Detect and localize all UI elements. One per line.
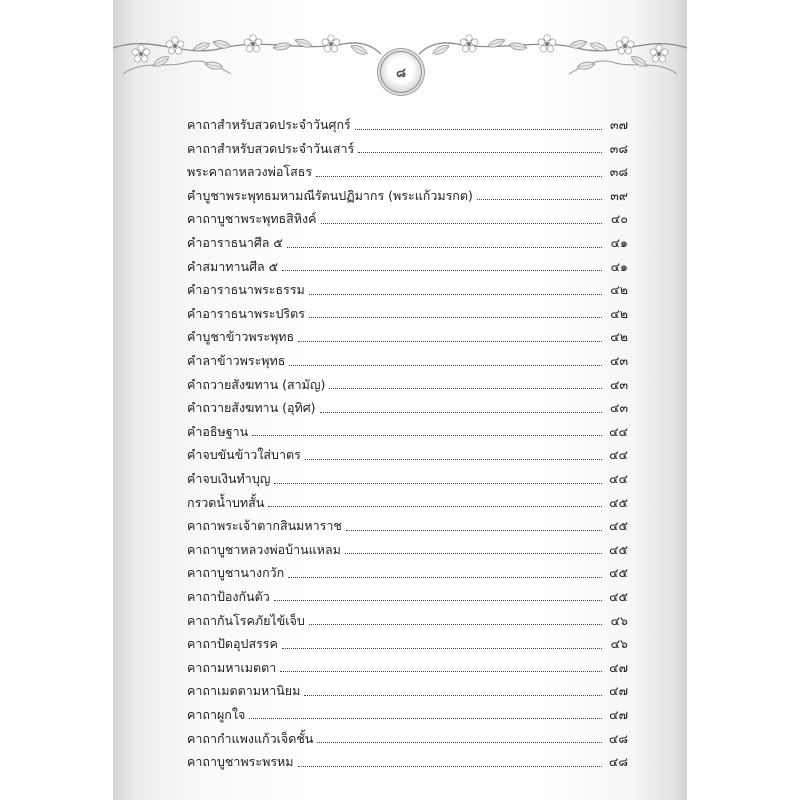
dot-leader — [274, 600, 602, 601]
toc-entry-page: ๔๑ — [610, 235, 628, 251]
toc-entry — [187, 603, 628, 627]
dot-leader — [288, 577, 602, 578]
toc-entry-title: คำถวายสังฆทาน (อุทิศ) — [187, 400, 316, 416]
dot-leader — [309, 317, 602, 318]
toc-entry-title: คาถากำแพงแก้วเจ็ดชั้น — [187, 730, 314, 746]
toc-entry — [187, 533, 628, 557]
toc-entry — [187, 226, 628, 250]
toc-entry — [187, 462, 628, 486]
toc-entry — [187, 745, 628, 769]
dot-leader — [309, 294, 602, 295]
toc-entry — [187, 627, 628, 651]
toc-entry — [187, 415, 628, 439]
dot-leader — [289, 365, 602, 366]
page-number: ๘ — [395, 65, 407, 81]
dot-leader — [305, 459, 602, 460]
toc-entry — [187, 721, 628, 745]
toc-entry-title: คาถากันโรคภัยไข้เจ็บ — [187, 612, 305, 628]
toc-entry-title: กรวดน้ำบทสั้น — [187, 494, 265, 510]
dot-leader — [274, 483, 602, 484]
toc-entry-page: ๔๓ — [609, 353, 628, 369]
toc-entry-title: คาถาปัดอุปสรรค — [187, 636, 278, 652]
dot-leader — [316, 176, 602, 177]
toc-entry-page: ๔๔ — [609, 423, 628, 439]
toc-entry — [187, 486, 628, 510]
dot-leader — [320, 412, 602, 413]
toc-entry-page: ๔๘ — [608, 754, 628, 770]
toc-entry — [187, 344, 628, 368]
toc-entry — [187, 580, 628, 604]
toc-entry-page: ๔๕ — [609, 494, 628, 510]
dot-leader — [282, 648, 602, 649]
toc-entry-page: ๔๕ — [609, 518, 628, 534]
toc-entry-title: คำสมาทานศีล ๕ — [187, 258, 279, 274]
toc-entry-title: พระคาถาหลวงพ่อโสธร — [187, 164, 313, 180]
toc-entry — [187, 674, 628, 698]
dot-leader — [355, 129, 602, 130]
toc-entry — [187, 698, 628, 722]
toc-entry-page: ๔๕ — [609, 565, 628, 581]
table-of-contents — [187, 108, 628, 769]
toc-entry-page: ๔๘ — [608, 730, 628, 746]
toc-entry-title: คาถาบูชาพระพุทธสิหิงค์ — [187, 211, 317, 227]
toc-entry — [187, 509, 628, 533]
toc-entry-page: ๔๒ — [610, 329, 628, 345]
toc-entry — [187, 250, 628, 274]
toc-entry-page: ๔๒ — [610, 282, 628, 298]
toc-entry-title: คำอาราธนาศีล ๕ — [187, 235, 283, 251]
dot-leader — [298, 766, 602, 767]
dot-leader — [358, 152, 602, 153]
toc-entry-page: ๔๔ — [609, 447, 628, 463]
toc-entry — [187, 297, 628, 321]
dot-leader — [309, 624, 602, 625]
toc-entry-page: ๔๖ — [610, 612, 628, 628]
toc-entry-title: คาถามหาเมตตา — [187, 659, 277, 675]
toc-entry-title: คำอธิษฐาน — [187, 423, 249, 439]
toc-entry — [187, 556, 628, 580]
toc-entry — [187, 320, 628, 344]
dot-leader — [345, 553, 602, 554]
dot-leader — [321, 223, 602, 224]
toc-entry — [187, 108, 628, 132]
toc-entry-page: ๔๗ — [609, 706, 628, 722]
toc-entry-title: คาถาสำหรับสวดประจำวันศุกร์ — [187, 117, 351, 133]
toc-entry-page: ๔๕ — [609, 541, 628, 557]
toc-entry-page: ๔๖ — [610, 636, 628, 652]
toc-entry — [187, 438, 628, 462]
toc-entry-page: ๔๗ — [609, 683, 628, 699]
toc-entry-title: คาถาบูชาหลวงพ่อบ้านแหลม — [187, 541, 341, 557]
dot-leader — [346, 530, 602, 531]
toc-entry-page: ๔๐ — [610, 211, 628, 227]
dot-leader — [304, 695, 602, 696]
dot-leader — [249, 718, 602, 719]
toc-entry — [187, 391, 628, 415]
toc-entry-page: ๔๕ — [609, 588, 628, 604]
toc-entry — [187, 132, 628, 156]
toc-entry-title: คำบูชาพระพุทธมหามณีรัตนปฏิมากร (พระแก้วมรกต) — [187, 187, 473, 203]
dot-leader — [268, 506, 602, 507]
toc-entry-title: คำจบเงินทำบุญ — [187, 471, 271, 486]
toc-entry-page: ๔๔ — [609, 471, 628, 486]
toc-entry-title: คำลาข้าวพระพุทธ — [187, 353, 286, 369]
toc-entry — [187, 202, 628, 226]
toc-entry-title: คาถาสำหรับสวดประจำวันเสาร์ — [187, 140, 355, 156]
toc-entry-title: คำถวายสังฆทาน (สามัญ) — [187, 376, 326, 392]
toc-entry-page: ๓๗ — [610, 117, 628, 133]
toc-entry-title: คาถาพระเจ้าตากสินมหาราช — [187, 518, 342, 534]
toc-entry-title: คำจบขันข้าวใส่บาตร — [187, 447, 301, 463]
toc-entry-title: คาถาบูชาพระพรหม — [187, 754, 294, 770]
toc-entry — [187, 651, 628, 675]
toc-entry-title: คาถาบูชานางกวัก — [187, 565, 285, 581]
toc-entry-page: ๔๒ — [610, 305, 628, 321]
toc-entry — [187, 273, 628, 297]
toc-entry-title: คาถาป้องกันตัว — [187, 588, 270, 604]
toc-entry-page: ๓๘ — [609, 140, 628, 156]
toc-entry-page: ๔๑ — [610, 258, 628, 274]
toc-entry-page: ๓๘ — [609, 164, 628, 180]
dot-leader — [282, 270, 602, 271]
dot-leader — [252, 435, 602, 436]
toc-entry — [187, 155, 628, 179]
toc-entry-page: ๔๗ — [609, 659, 628, 675]
toc-entry-title: คาถาผูกใจ — [187, 706, 246, 722]
toc-entry-title: คาถาเมตตามหานิยม — [187, 683, 301, 699]
dot-leader — [280, 671, 602, 672]
dot-leader — [329, 388, 602, 389]
dot-leader — [287, 247, 602, 248]
toc-entry-title: คำอาราธนาพระธรรม — [187, 282, 305, 298]
page-number-badge — [380, 51, 422, 93]
dot-leader — [317, 742, 602, 743]
toc-entry-title: คำบูชาข้าวพระพุทธ — [187, 329, 295, 345]
toc-entry-page: ๔๓ — [609, 376, 628, 392]
toc-entry-page: ๔๓ — [609, 400, 628, 416]
dot-leader — [298, 341, 602, 342]
toc-entry-page: ๓๙ — [610, 187, 628, 203]
toc-entry — [187, 179, 628, 203]
dot-leader — [477, 199, 602, 200]
toc-entry — [187, 368, 628, 392]
toc-entry-title: คำอาราธนาพระปริตร — [187, 305, 305, 321]
